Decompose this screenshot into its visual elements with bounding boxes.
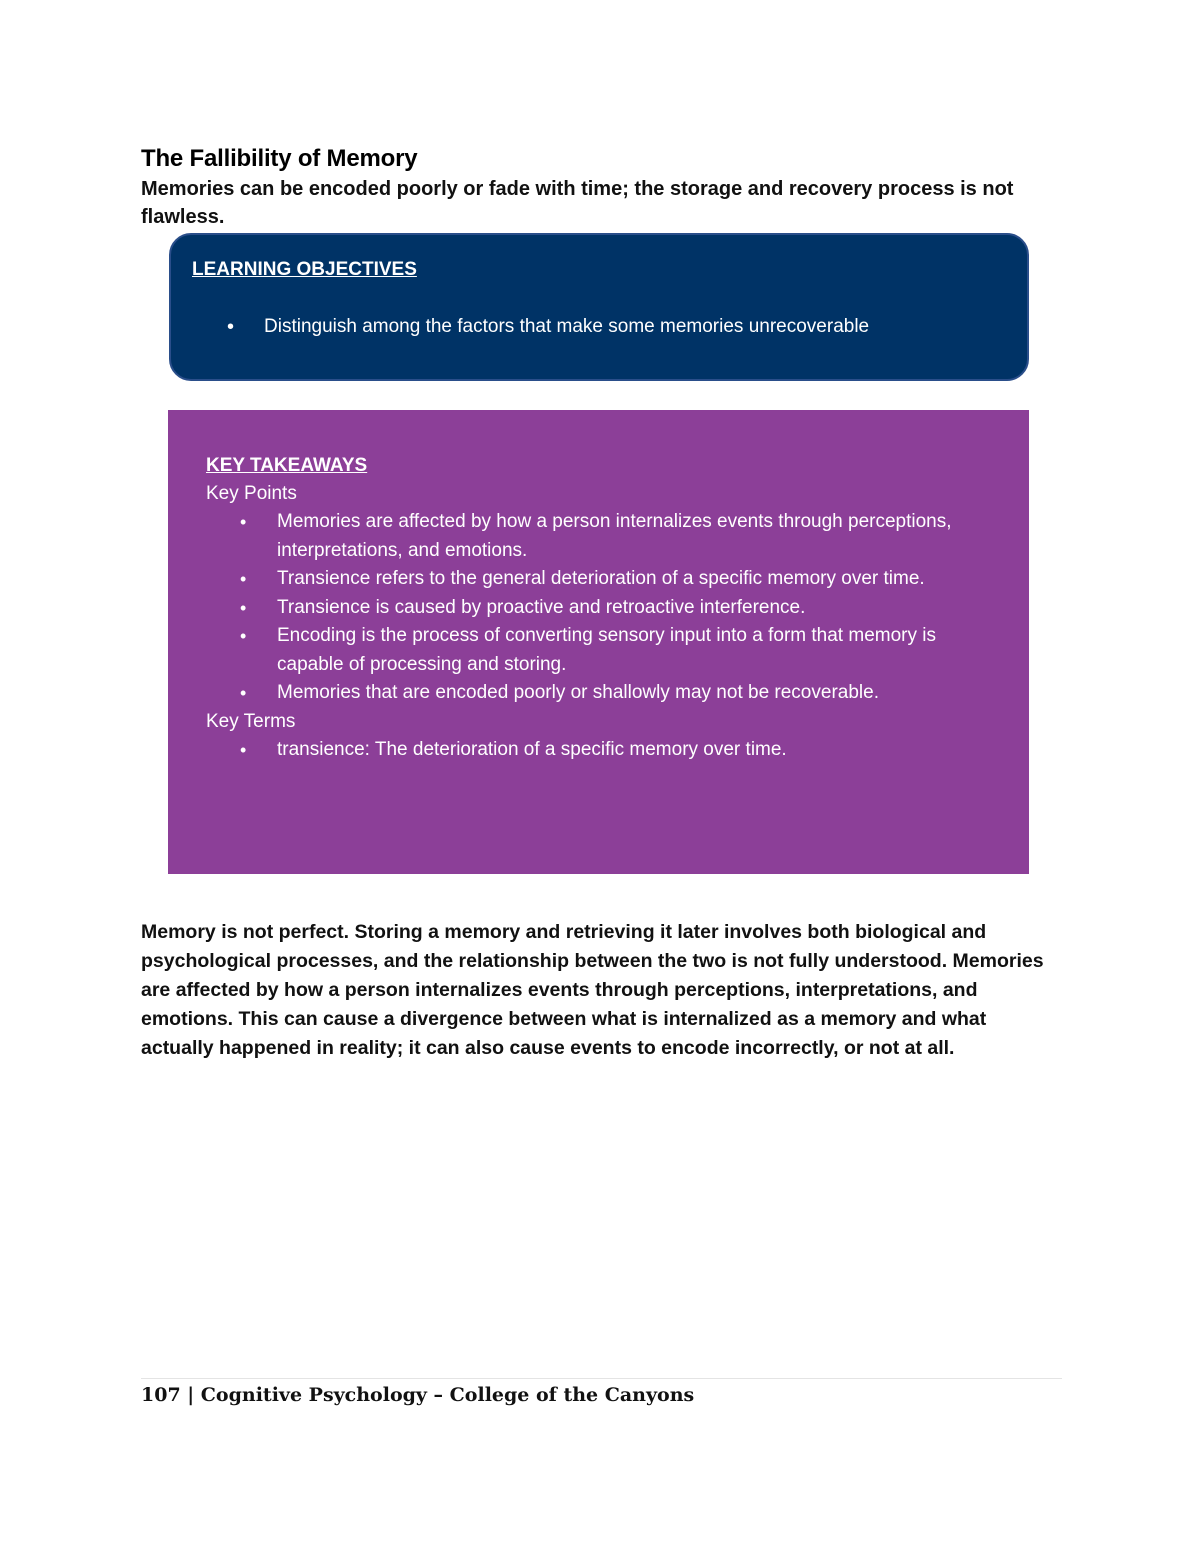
section-subtitle: Memories can be encoded poorly or fade with time; the storage and recovery process is not flawless.: [141, 178, 1014, 228]
key-point-item: • Transience is caused by proactive and retroactive interference.: [206, 594, 966, 623]
key-point-item: • Encoding is the process of converting sensory input into a form that memory is capable of processing and storing.: [206, 622, 966, 679]
key-point-item: • Memories are affected by how a person internalizes events through perceptions, interpretations, and emotions.: [206, 508, 966, 565]
key-takeaways-content: [206, 452, 966, 764]
key-takeaways-heading: KEY TAKEAWAYS: [206, 455, 368, 476]
page-footer: 107 | Cognitive Psychology – College of the Canyons: [141, 1384, 695, 1406]
body-paragraph: Memory is not perfect. Storing a memory and retrieving it later involves both biological and psychological processes, and the relationship between the two is not fully understood. Memories are affected by how a person internalizes events through perceptions, interpretations, and emotions. This can cause a divergence between what is internalized as a memory and what actually happened in reality; it can also cause events to encode incorrectly, or not at all.: [141, 921, 1044, 1059]
learning-objectives-heading: LEARNING OBJECTIVES: [192, 259, 417, 280]
key-points-list: [206, 508, 966, 708]
footer-divider: [141, 1378, 1062, 1379]
learning-objectives-list: [171, 313, 869, 341]
key-term-item: • transience: The deterioration of a specific memory over time.: [206, 736, 966, 765]
page-title: The Fallibility of Memory: [141, 145, 418, 172]
learning-objectives-box: [169, 233, 1029, 381]
key-terms-label: Key Terms: [206, 710, 296, 732]
key-takeaways-box: [168, 410, 1029, 874]
key-point-item: • Transience refers to the general deterioration of a specific memory over time.: [206, 565, 966, 594]
learning-objective-item: • Distinguish among the factors that make some memories unrecoverable: [171, 313, 869, 341]
key-point-item: • Memories that are encoded poorly or shallowly may not be recoverable.: [206, 679, 966, 708]
key-terms-list: [206, 736, 966, 765]
key-points-label: Key Points: [206, 483, 297, 504]
